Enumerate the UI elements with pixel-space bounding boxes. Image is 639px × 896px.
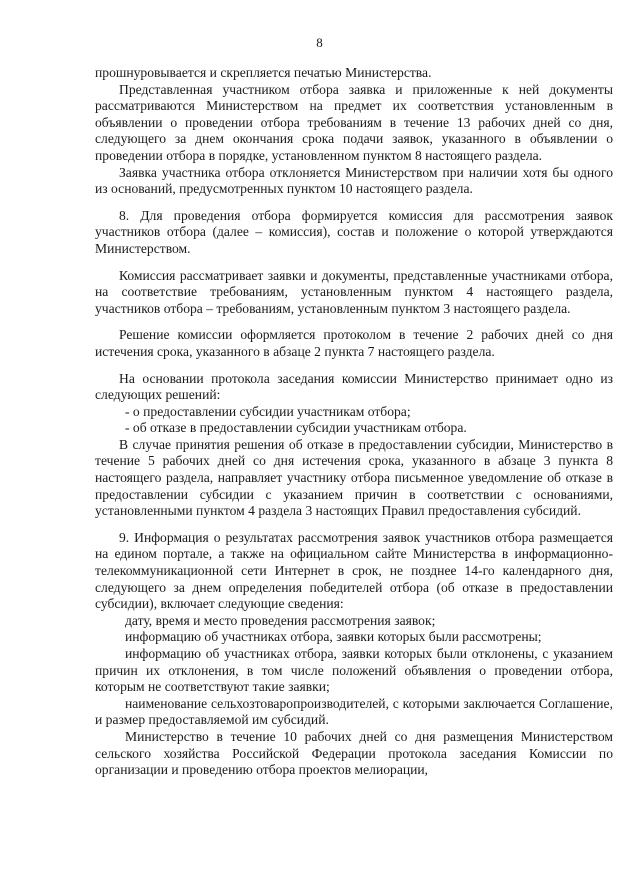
- list-item: наименование сельхозтоваропроизводителей, с которыми заключается Соглашение, и размер предоставляемой им субсидий.: [95, 695, 613, 728]
- paragraph: Решение комиссии оформляется протоколом в течение 2 рабочих дней со дня истечения срока, указанного в абзаце 2 пункта 7 настоящего раздела.: [95, 327, 613, 359]
- paragraph: прошнуровывается и скрепляется печатью Министерства.: [95, 65, 432, 80]
- paragraph: Министерство в течение 10 рабочих дней со дня размещения Министерством сельского хозяйства Российской Федерации протокола заседания Комиссии по организации и проведению отбора проектов мелиорации,: [95, 728, 613, 778]
- list-item: информацию об участниках отбора, заявки которых были отклонены, с указанием причин их отклонения, в том числе положений объявления о проведении отбора, которым не соответствуют такие заявки;: [95, 646, 613, 695]
- list-item: - об отказе в предоставлении субсидии участникам отбора.: [125, 420, 467, 436]
- list-item: дату, время и место проведения рассмотрения заявок;: [125, 612, 436, 628]
- paragraph-section-8: 8. Для проведения отбора формируется комиссия для рассмотрения заявок участников отбора (далее – комиссия), состав и положение о которой утверждаются Министерством.: [95, 207, 613, 256]
- paragraph: На основании протокола заседания комиссии Министерство принимает одно из следующих решений:: [95, 370, 613, 403]
- paragraph: В случае принятия решения об отказе в предоставлении субсидии, Министерство в течение 5 рабочих дней со дня истечения срока, указанного в абзаце 3 пункта 8 настоящего раздела, направляет участнику отбора письменное уведомление об отказе в предоставлении субсидии с указанием причин в соответствии с основаниями, установленными пунктом 4 раздела 3 настоящих Правил предоставления субсидий.: [95, 436, 613, 519]
- paragraph: Заявка участника отбора отклоняется Министерством при наличии хотя бы одного из оснований, предусмотренных пунктом 10 настоящего раздела.: [95, 164, 613, 197]
- paragraph: Представленная участником отбора заявка и приложенные к ней документы рассматриваются Министерством на предмет их соответствия установленным в объявлении о проведении отбора требованиям в течение 13 рабочих дней со дня, следующего за днем окончания срока подачи заявок, указанного в объявлении о проведении отбора в порядке, установленном пунктом 8 настоящего раздела.: [95, 81, 613, 163]
- paragraph-section-9: 9. Информация о результатах рассмотрения заявок участников отбора размещается на едином портале, а также на официальном сайте Министерства в информационно-телекоммуникационной сети Интернет в срок, не позднее 14-го календарного дня, следующего за днем определения победителей отбора (об отказе в предоставлении субсидии), включает следующие сведения:: [95, 529, 613, 612]
- page-number: 8: [316, 35, 323, 50]
- list-item: информацию об участниках отбора, заявки которых были рассмотрены;: [125, 629, 542, 645]
- paragraph: Комиссия рассматривает заявки и документы, представленные участниками отбора, на соответствие требованиям, установленным пунктом 4 настоящего раздела, участников отбора – требованиям, установленным пунктом 3 настоящего раздела.: [95, 267, 613, 316]
- list-item: - о предоставлении субсидии участникам отбора;: [125, 403, 411, 419]
- document-body: [95, 65, 613, 779]
